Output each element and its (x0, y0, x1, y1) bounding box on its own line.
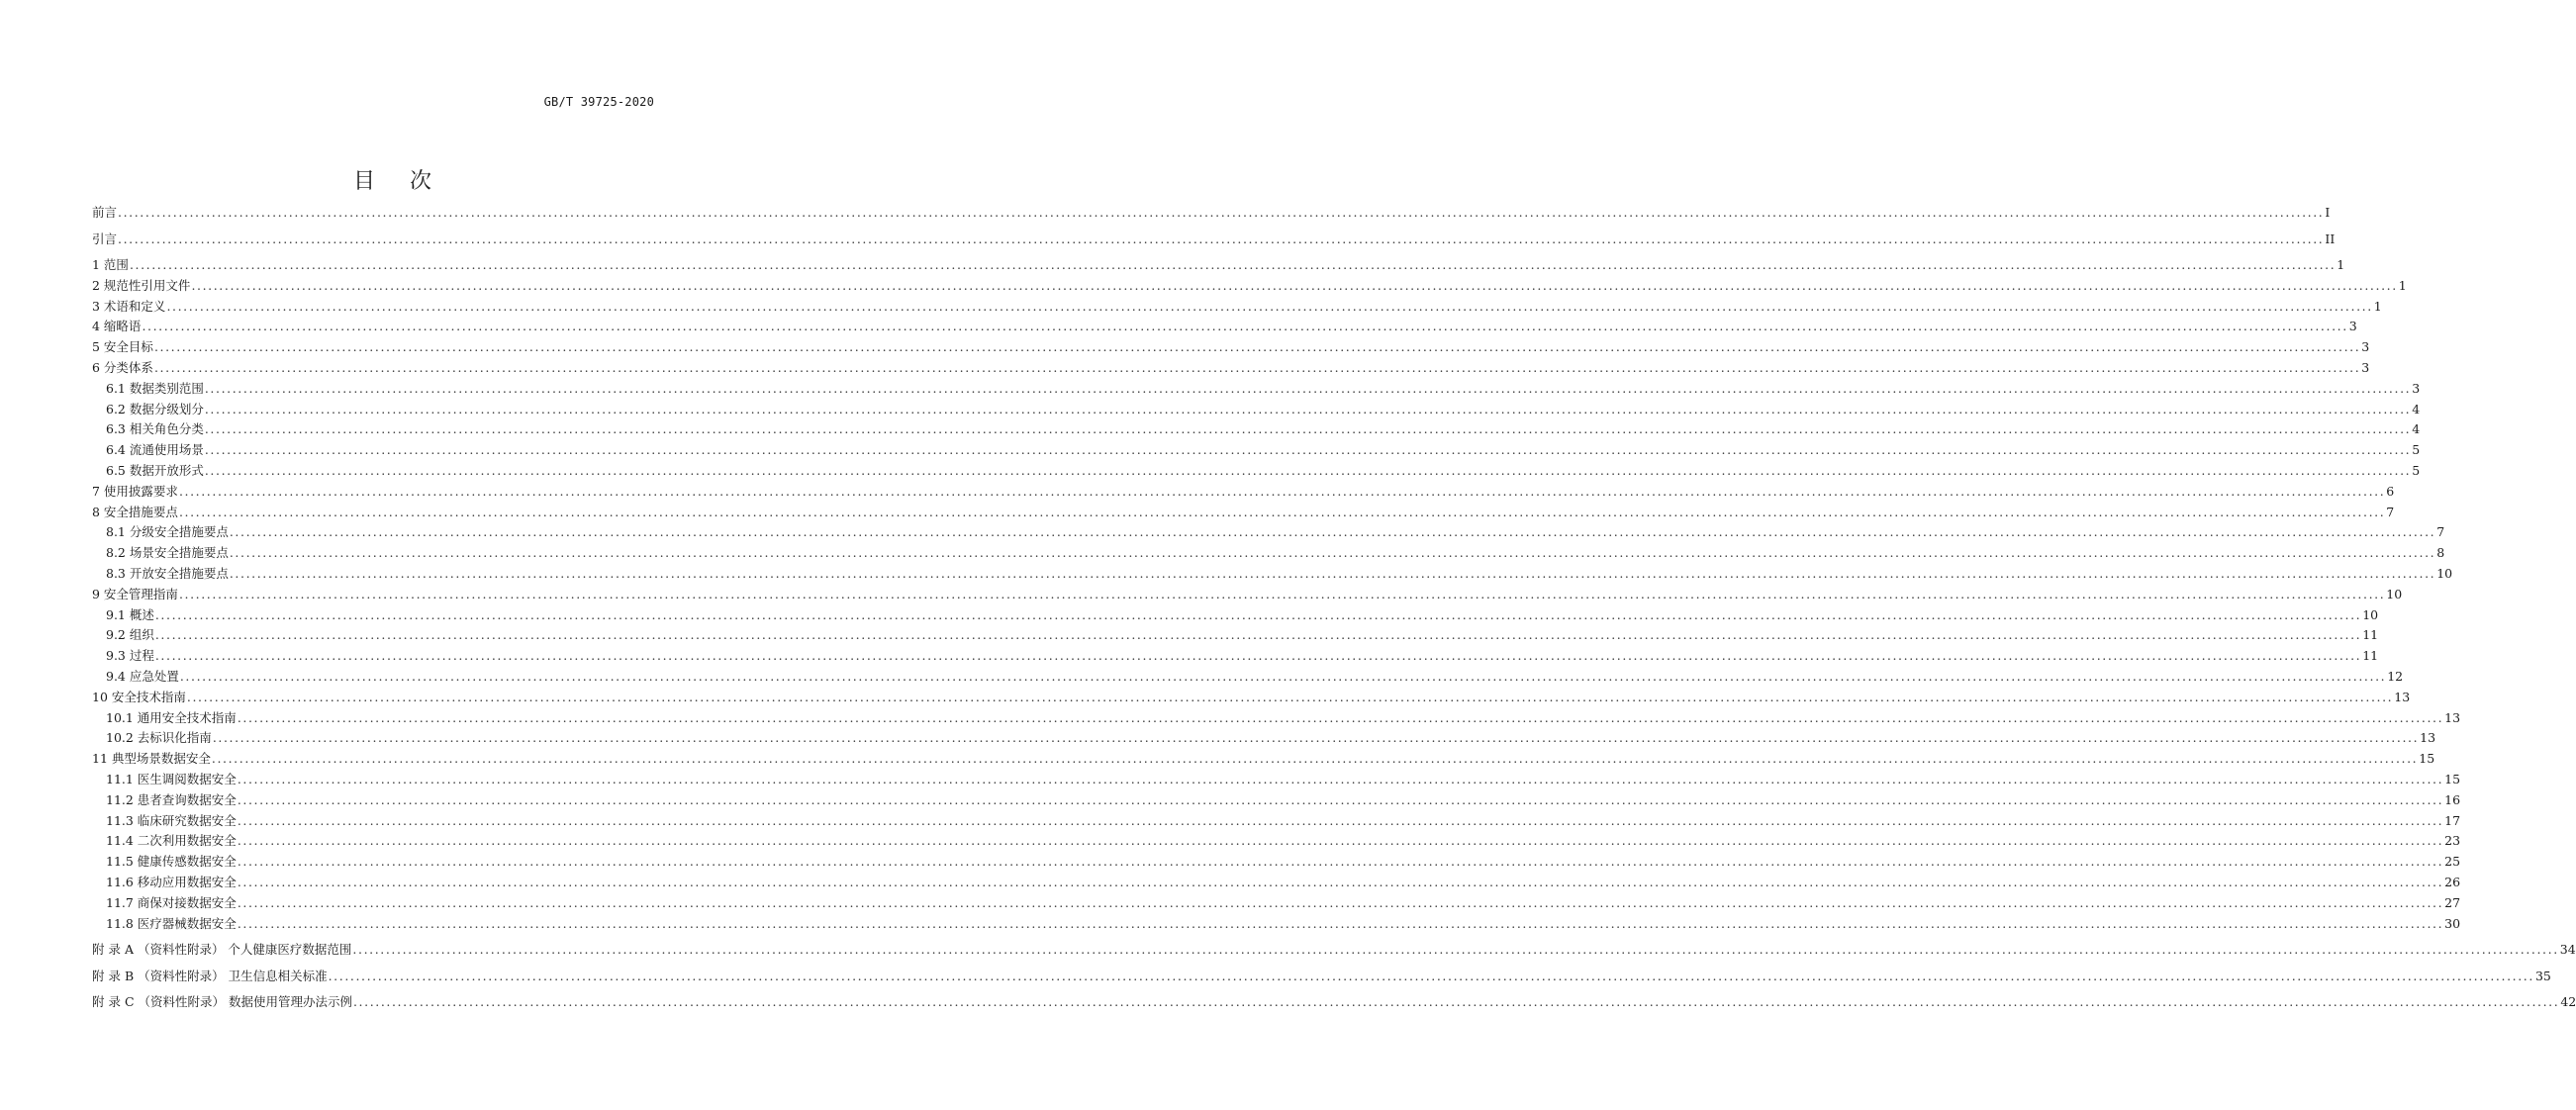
toc-entry[interactable] (92, 940, 2576, 967)
toc-entry-page: 3 (2361, 359, 2370, 375)
toc-entry-title: 8.3 开放安全措施要点 (106, 565, 229, 581)
dot-leader: ................................................................................................................................................................................................................................................................................................................................................................................................................ (154, 627, 2362, 643)
dot-leader: ................................................................................................................................................................................................................................................................................................................................................................................................................ (166, 298, 2373, 314)
dot-leader: ................................................................................................................................................................................................................................................................................................................................................................................................................ (204, 401, 2412, 416)
toc-entry[interactable] (92, 646, 2379, 667)
toc-entry[interactable] (92, 625, 2379, 646)
dot-leader: ................................................................................................................................................................................................................................................................................................................................................................................................................ (118, 231, 2325, 246)
dot-leader: ................................................................................................................................................................................................................................................................................................................................................................................................................ (154, 606, 2362, 622)
dot-leader: ................................................................................................................................................................................................................................................................................................................................................................................................................ (142, 319, 2348, 334)
toc-entry[interactable] (92, 811, 2461, 832)
toc-entry-title: 6.4 流通使用场景 (106, 442, 204, 458)
dot-leader: ................................................................................................................................................................................................................................................................................................................................................................................................................ (211, 751, 2419, 767)
dot-leader: ................................................................................................................................................................................................................................................................................................................................................................................................................ (118, 205, 2325, 220)
toc-entry-title: 6.5 数据开放形式 (106, 462, 204, 478)
toc-entry-title: 2 规范性引用文件 (92, 277, 191, 293)
dot-leader: ................................................................................................................................................................................................................................................................................................................................................................................................................ (237, 709, 2444, 725)
toc-entry-title: 5 安全目标 (92, 339, 153, 355)
toc-entry-page: 3 (2361, 339, 2370, 355)
toc-entry[interactable] (92, 770, 2461, 790)
toc-entry[interactable] (92, 564, 2453, 585)
toc-entry[interactable] (92, 749, 2435, 770)
toc-entry[interactable] (92, 873, 2461, 893)
toc-entry-page: 15 (2444, 771, 2461, 786)
toc-entry-page: 25 (2444, 854, 2461, 870)
toc-entry-title: 9 安全管理指南 (92, 586, 178, 601)
toc-entry-page: 4 (2412, 421, 2421, 437)
page-title: 目 次 (353, 169, 445, 194)
dot-leader: ................................................................................................................................................................................................................................................................................................................................................................................................................ (204, 442, 2412, 458)
toc-entry-title: 6.3 相关角色分类 (106, 421, 204, 437)
toc-entry[interactable] (92, 543, 2445, 564)
toc-entry[interactable] (92, 605, 2379, 626)
toc-entry[interactable] (92, 688, 2411, 708)
toc-entry-title: 附 录 A （资料性附录） 个人健康医疗数据范围 (92, 942, 352, 957)
toc-entry-page: 6 (2386, 483, 2395, 499)
dot-leader: ................................................................................................................................................................................................................................................................................................................................................................................................................ (212, 730, 2420, 746)
toc-entry-title: 10 安全技术指南 (92, 689, 186, 704)
toc-entry-page: 16 (2444, 791, 2461, 807)
toc-entry-page: 23 (2444, 833, 2461, 849)
toc-entry-page: 5 (2412, 462, 2421, 478)
dot-leader: ................................................................................................................................................................................................................................................................................................................................................................................................................ (154, 648, 2362, 664)
toc-entry-page: 1 (2398, 277, 2407, 293)
toc-entry[interactable] (92, 914, 2461, 941)
toc-entry-page: 17 (2444, 812, 2461, 828)
toc-entry-page: 1 (2373, 298, 2382, 314)
toc-entry-title: 4 缩略语 (92, 319, 142, 334)
toc-entry[interactable] (92, 790, 2461, 811)
toc-entry-page: 7 (2436, 524, 2445, 540)
dot-leader: ................................................................................................................................................................................................................................................................................................................................................................................................................ (204, 380, 2412, 396)
dot-leader: ................................................................................................................................................................................................................................................................................................................................................................................................................ (328, 968, 2534, 983)
toc-entry-title: 8.1 分级安全措施要点 (106, 524, 229, 540)
dot-leader: ................................................................................................................................................................................................................................................................................................................................................................................................................ (178, 504, 2386, 519)
toc-entry-page: 10 (2436, 565, 2453, 581)
toc-entry-page: 7 (2386, 504, 2395, 519)
toc-entry[interactable] (92, 831, 2461, 852)
toc-entry[interactable] (92, 522, 2445, 543)
dot-leader: ................................................................................................................................................................................................................................................................................................................................................................................................................ (179, 668, 2387, 684)
dot-leader: ................................................................................................................................................................................................................................................................................................................................................................................................................ (237, 874, 2444, 889)
dot-leader: ................................................................................................................................................................................................................................................................................................................................................................................................................ (178, 586, 2386, 601)
toc-entry-page: 12 (2387, 668, 2404, 684)
toc-entry-title: 9.2 组织 (106, 627, 154, 643)
dot-leader: ................................................................................................................................................................................................................................................................................................................................................................................................................ (237, 915, 2444, 931)
toc-entry-page: 35 (2534, 968, 2551, 983)
dot-leader: ................................................................................................................................................................................................................................................................................................................................................................................................................ (204, 462, 2412, 478)
toc-entry[interactable] (92, 440, 2421, 461)
toc-entry[interactable] (92, 482, 2395, 503)
toc-entry-title: 1 范围 (92, 257, 129, 272)
toc-entry-title: 6.2 数据分级划分 (106, 401, 204, 416)
toc-entry[interactable] (92, 255, 2345, 276)
dot-leader: ................................................................................................................................................................................................................................................................................................................................................................................................................ (237, 833, 2444, 849)
toc-entry[interactable] (92, 503, 2395, 523)
toc-entry-title: 11.1 医生调阅数据安全 (106, 771, 237, 786)
dot-leader: ................................................................................................................................................................................................................................................................................................................................................................................................................ (191, 277, 2398, 293)
toc-entry[interactable] (92, 203, 2331, 230)
toc-entry[interactable] (92, 379, 2421, 400)
toc-entry-title: 11 典型场景数据安全 (92, 751, 211, 767)
dot-leader: ................................................................................................................................................................................................................................................................................................................................................................................................................ (229, 524, 2436, 540)
toc-entry-page: 10 (2386, 586, 2403, 601)
toc-entry-title: 3 术语和定义 (92, 298, 166, 314)
dot-leader: ................................................................................................................................................................................................................................................................................................................................................................................................................ (229, 545, 2436, 561)
toc-entry[interactable] (92, 852, 2461, 873)
standard-code: GB/T 39725-2020 (543, 95, 654, 109)
toc-entry-title: 10.2 去标识化指南 (106, 730, 212, 746)
toc-entry[interactable] (92, 276, 2407, 297)
dot-leader: ................................................................................................................................................................................................................................................................................................................................................................................................................ (352, 942, 2559, 957)
toc-entry-title: 11.5 健康传感数据安全 (106, 854, 237, 870)
toc-entry[interactable] (92, 337, 2370, 358)
toc-entry-page: 4 (2412, 401, 2421, 416)
toc-entry-page: 1 (2337, 257, 2345, 272)
toc-entry-page: 13 (2420, 730, 2436, 746)
toc-entry-title: 11.7 商保对接数据安全 (106, 894, 237, 910)
toc-entry-title: 11.2 患者查询数据安全 (106, 791, 237, 807)
table-of-contents (92, 203, 2576, 1019)
dot-leader: ................................................................................................................................................................................................................................................................................................................................................................................................................ (153, 339, 2361, 355)
dot-leader: ................................................................................................................................................................................................................................................................................................................................................................................................................ (237, 894, 2444, 910)
toc-entry-title: 8 安全措施要点 (92, 504, 178, 519)
toc-entry-page: 42 (2560, 994, 2576, 1009)
toc-entry-page: I (2325, 205, 2331, 220)
toc-entry-title: 引言 (92, 231, 118, 246)
toc-entry-page: 3 (2348, 319, 2357, 334)
toc-entry[interactable] (92, 358, 2370, 379)
toc-entry-title: 前言 (92, 205, 118, 220)
toc-entry-title: 11.4 二次利用数据安全 (106, 833, 237, 849)
toc-entry-page: 8 (2436, 545, 2445, 561)
toc-entry-page: 11 (2362, 648, 2379, 664)
toc-entry[interactable] (92, 419, 2421, 440)
toc-entry-page: 3 (2412, 380, 2421, 396)
toc-entry-title: 9.1 概述 (106, 606, 154, 622)
dot-leader: ................................................................................................................................................................................................................................................................................................................................................................................................................ (129, 257, 2337, 272)
toc-entry-page: 30 (2444, 915, 2461, 931)
dot-leader: ................................................................................................................................................................................................................................................................................................................................................................................................................ (352, 994, 2560, 1009)
dot-leader: ................................................................................................................................................................................................................................................................................................................................................................................................................ (237, 854, 2444, 870)
toc-entry-page: 34 (2559, 942, 2576, 957)
toc-entry[interactable] (92, 893, 2461, 914)
toc-entry-title: 附 录 C （资料性附录） 数据使用管理办法示例 (92, 994, 352, 1009)
toc-entry[interactable] (92, 400, 2421, 420)
toc-entry-page: 11 (2362, 627, 2379, 643)
dot-leader: ................................................................................................................................................................................................................................................................................................................................................................................................................ (186, 689, 2394, 704)
toc-entry-page: 26 (2444, 874, 2461, 889)
toc-entry[interactable] (92, 667, 2404, 688)
toc-entry-page: 27 (2444, 894, 2461, 910)
dot-leader: ................................................................................................................................................................................................................................................................................................................................................................................................................ (237, 791, 2444, 807)
toc-entry-page: 13 (2394, 689, 2411, 704)
toc-entry[interactable] (92, 728, 2436, 749)
toc-entry-page: 13 (2444, 709, 2461, 725)
toc-entry[interactable] (92, 708, 2461, 729)
toc-entry[interactable] (92, 461, 2421, 482)
toc-entry-title: 7 使用披露要求 (92, 483, 178, 499)
toc-entry-title: 8.2 场景安全措施要点 (106, 545, 229, 561)
toc-entry-title: 6 分类体系 (92, 359, 153, 375)
toc-entry-title: 附 录 B （资料性附录） 卫生信息相关标准 (92, 968, 328, 983)
toc-entry[interactable] (92, 317, 2357, 337)
dot-leader: ................................................................................................................................................................................................................................................................................................................................................................................................................ (237, 812, 2444, 828)
toc-entry-page: II (2325, 231, 2336, 246)
toc-entry-page: 10 (2362, 606, 2379, 622)
toc-entry[interactable] (92, 967, 2551, 993)
dot-leader: ................................................................................................................................................................................................................................................................................................................................................................................................................ (237, 771, 2444, 786)
toc-entry-title: 11.8 医疗器械数据安全 (106, 915, 237, 931)
toc-entry-title: 6.1 数据类别范围 (106, 380, 204, 396)
toc-entry-title: 11.3 临床研究数据安全 (106, 812, 237, 828)
toc-entry-title: 9.4 应急处置 (106, 668, 179, 684)
toc-entry[interactable] (92, 297, 2382, 318)
toc-entry-title: 10.1 通用安全技术指南 (106, 709, 237, 725)
toc-entry-title: 9.3 过程 (106, 648, 154, 664)
toc-entry-title: 11.6 移动应用数据安全 (106, 874, 237, 889)
toc-entry[interactable] (92, 230, 2336, 256)
toc-entry-page: 5 (2412, 442, 2421, 458)
dot-leader: ................................................................................................................................................................................................................................................................................................................................................................................................................ (178, 483, 2386, 499)
toc-entry[interactable] (92, 992, 2576, 1019)
dot-leader: ................................................................................................................................................................................................................................................................................................................................................................................................................ (204, 421, 2412, 437)
toc-entry[interactable] (92, 585, 2403, 605)
dot-leader: ................................................................................................................................................................................................................................................................................................................................................................................................................ (153, 359, 2361, 375)
toc-entry-page: 15 (2419, 751, 2435, 767)
dot-leader: ................................................................................................................................................................................................................................................................................................................................................................................................................ (229, 565, 2436, 581)
